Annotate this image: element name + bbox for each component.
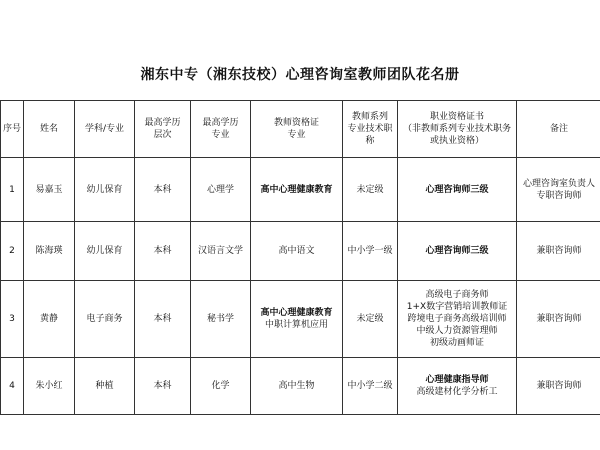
cell-cert-major: 高中心理健康教育 — [251, 158, 343, 222]
cell-cert-major: 高中语文 — [251, 222, 343, 281]
cell-qualifications: 心理咨询师三级 — [398, 158, 517, 222]
cell-qualifications: 心理咨询师三级 — [398, 222, 517, 281]
cell-degree-level: 本科 — [135, 358, 191, 415]
header-title-rank: 教师系列 专业技术职 称 — [343, 101, 398, 158]
cell-remark: 心理咨询室负责人 专职咨询师 — [517, 158, 600, 222]
cell-qualifications: 心理健康指导师 高级建材化学分析工 — [398, 358, 517, 415]
cell-name: 黄静 — [24, 281, 75, 358]
cell-degree-major: 化学 — [191, 358, 251, 415]
cell-cert-major: 高中生物 — [251, 358, 343, 415]
header-degree-major: 最高学历 专业 — [191, 101, 251, 158]
header-no: 序号 — [1, 101, 24, 158]
cell-no: 4 — [1, 358, 24, 415]
cell-no: 2 — [1, 222, 24, 281]
cell-title-rank: 未定级 — [343, 158, 398, 222]
cell-subject: 幼儿保育 — [75, 222, 135, 281]
header-qualifications: 职业资格证书 （非教师系列专业技术职务 或执业资格） — [398, 101, 517, 158]
cell-no: 3 — [1, 281, 24, 358]
cell-subject: 幼儿保育 — [75, 158, 135, 222]
cell-cert-major: 高中心理健康教育 中职计算机应用 — [251, 281, 343, 358]
cell-degree-major: 汉语言文学 — [191, 222, 251, 281]
header-remark: 备注 — [517, 101, 600, 158]
cell-degree-major: 秘书学 — [191, 281, 251, 358]
cell-name: 易嘉玉 — [24, 158, 75, 222]
cell-name: 朱小红 — [24, 358, 75, 415]
table-row — [1, 158, 600, 222]
cell-name: 陈海瑛 — [24, 222, 75, 281]
cell-subject: 种植 — [75, 358, 135, 415]
table-row — [1, 358, 600, 415]
header-row — [1, 101, 600, 158]
cell-qualifications: 高级电子商务师 1+X数字营销培训教师证 跨境电子商务高级培训师 中级人力资源管理师 初级动画师证 — [398, 281, 517, 358]
roster-table — [0, 100, 600, 415]
cell-remark: 兼职咨询师 — [517, 281, 600, 358]
cell-degree-level: 本科 — [135, 158, 191, 222]
cell-subject: 电子商务 — [75, 281, 135, 358]
cell-degree-level: 本科 — [135, 281, 191, 358]
cell-no: 1 — [1, 158, 24, 222]
header-subject: 学科/专业 — [75, 101, 135, 158]
header-cert-major: 教师资格证 专业 — [251, 101, 343, 158]
table-row — [1, 222, 600, 281]
cell-title-rank: 中小学二级 — [343, 358, 398, 415]
table-row — [1, 281, 600, 358]
cell-degree-major: 心理学 — [191, 158, 251, 222]
page-title: 湘东中专（湘东技校）心理咨询室教师团队花名册 — [140, 67, 460, 83]
cell-remark: 兼职咨询师 — [517, 358, 600, 415]
cell-title-rank: 未定级 — [343, 281, 398, 358]
cell-remark: 兼职咨询师 — [517, 222, 600, 281]
header-name: 姓名 — [24, 101, 75, 158]
cell-degree-level: 本科 — [135, 222, 191, 281]
header-degree-level: 最高学历 层次 — [135, 101, 191, 158]
cell-title-rank: 中小学一级 — [343, 222, 398, 281]
